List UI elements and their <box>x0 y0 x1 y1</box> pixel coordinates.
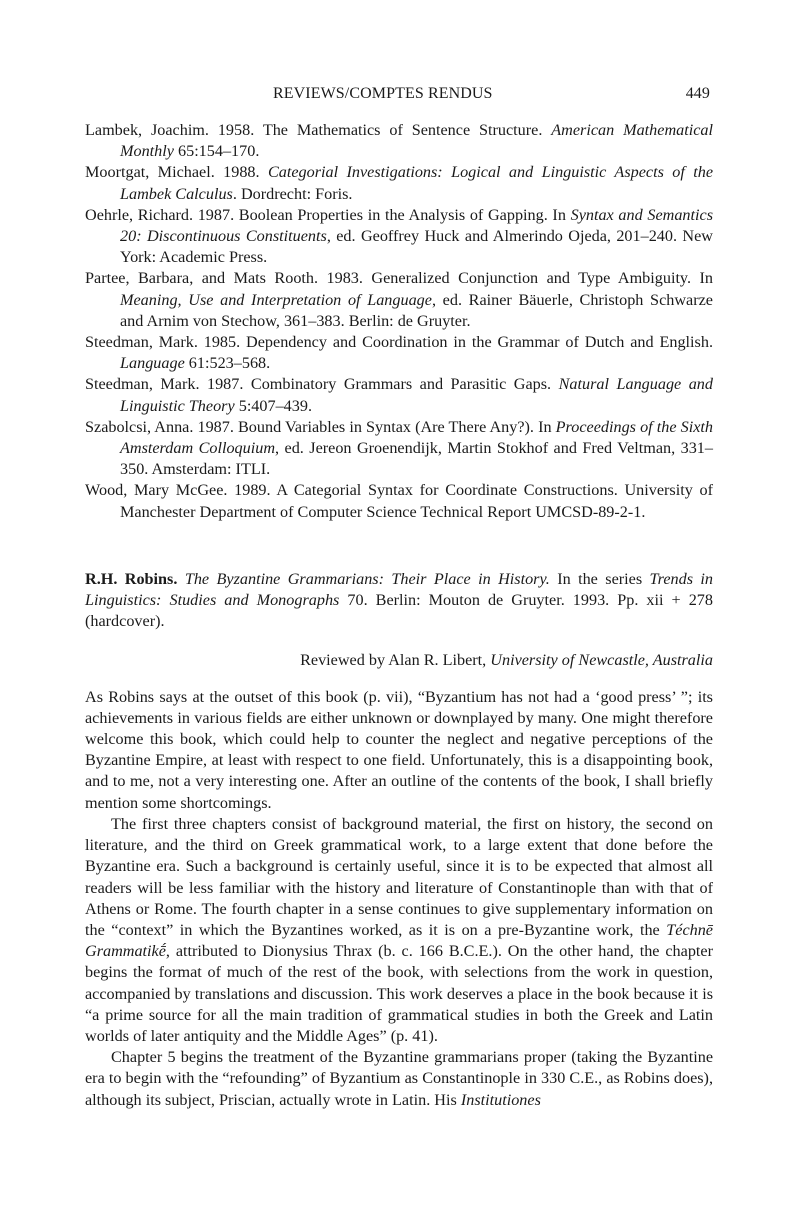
body-paragraph: The first three chapters consist of background material, the first on history, the second on literature, and the third on Greek grammatical work, to a large extent that done before the Byzantine era. Such a background is certainly useful, since it is to be expected that almost all readers will be less familiar with the history and literature of Constantinople than with that of Athens or Rome. The fourth chapter in a sense continues to give supplementary information on the “context” in which the Byzantines worked, as it is on a pre-Byzantine work, the Téchnē Grammatikḗ, attributed to Dionysius Thrax (b. c. 166 B.C.E.). On the other hand, the chapter begins the format of much of the rest of the book, with selections from the work in question, accompanied by translations and discussion. This work deserves a place in the book because it is “a prime source for all the main tradition of grammatical studies in both the Greek and Latin worlds of later antiquity and the Middle Ages” (p. 41). <box>85 814 713 1045</box>
reference-entry: Steedman, Mark. 1987. Combinatory Grammars and Parasitic Gaps. Natural Language and Linguistic Theory 5:407–439. <box>85 375 713 415</box>
reviewer-affiliation: University of Newcastle, Australia <box>490 651 713 670</box>
body-paragraph: Chapter 5 begins the treatment of the Byzantine grammarians proper (taking the Byzantine era to begin with the “refounding” of Byzantium as Constantinople in 330 C.E., as Robins does), although its subject, Priscian, actually wrote in Latin. His Institutiones <box>85 1048 713 1109</box>
page-number: 449 <box>685 85 710 102</box>
reviewer-line: Reviewed by Alan R. Libert, University of Newcastle, Australia <box>300 651 713 670</box>
review-book-author: R.H. Robins. <box>85 569 178 588</box>
review-publication-info: 70. Berlin: Mouton de Gruyter. 1993. Pp. xii + 278 (hardcover). <box>85 591 713 631</box>
reference-entry: Oehrle, Richard. 1987. Boolean Properties in the Analysis of Gapping. In Syntax and Semantics 20: Discontinuous Constituents, ed. Geoffrey Huck and Almerindo Ojeda, 201–240. New York: Academic Press. <box>85 205 713 267</box>
review-body <box>85 687 713 1111</box>
reference-entry: Szabolcsi, Anna. 1987. Bound Variables in Syntax (Are There Any?). In Proceedings of the Sixth Amsterdam Colloquium, ed. Jereon Groenendijk, Martin Stokhof and Fred Veltman, 331–350. Amsterdam: ITLI. <box>85 417 713 479</box>
review-book-title: The Byzantine Grammarians: Their Place in History. <box>184 569 550 588</box>
body-paragraph: As Robins says at the outset of this book (p. vii), “Byzantium has not had a ‘good press’ ”; its achievements in various fields are either unknown or downplayed by many. One might therefore welcome this book, which could help to counter the neglect and negative perceptions of the Byzantine Empire, at least with respect to one field. Unfortunately, this is a disappointing book, and to me, not a very interesting one. After an outline of the contents of the book, I shall briefly mention some shortcomings. <box>85 687 713 812</box>
running-head <box>85 84 713 108</box>
reference-entry: Wood, Mary McGee. 1989. A Categorial Syntax for Coordinate Constructions. University of Manchester Department of Computer Science Technical Report UMCSD-89-2-1. <box>85 481 713 521</box>
reference-entry: Lambek, Joachim. 1958. The Mathematics of Sentence Structure. American Mathematical Monthly 65:154–170. <box>85 121 713 161</box>
reference-list <box>85 120 713 523</box>
reference-entry: Partee, Barbara, and Mats Rooth. 1983. Generalized Conjunction and Type Ambiguity. In Meaning, Use and Interpretation of Language, ed. Rainer Bäuerle, Christoph Schwarze and Arnim von Stechow, 361–383. Berlin: de Gruyter. <box>85 269 713 330</box>
reference-entry: Steedman, Mark. 1985. Dependency and Coordination in the Grammar of Dutch and English. Language 61:523–568. <box>85 333 713 373</box>
running-head-title: REVIEWS/COMPTES RENDUS <box>273 85 493 102</box>
journal-page <box>85 84 713 1111</box>
review-citation: R.H. Robins. The Byzantine Grammarians: Their Place in History. In the series Trends in Linguistics: Studies and Monographs 70. Berlin: Mouton de Gruyter. 1993. Pp. xii + 278 (hardcover). <box>85 569 714 631</box>
review-series-title: Trends in Linguistics: Studies and Monographs <box>85 569 714 610</box>
reference-entry: Moortgat, Michael. 1988. Categorial Investigations: Logical and Linguistic Aspects of the Lambek Calculus. Dordrecht: Foris. <box>85 163 714 203</box>
